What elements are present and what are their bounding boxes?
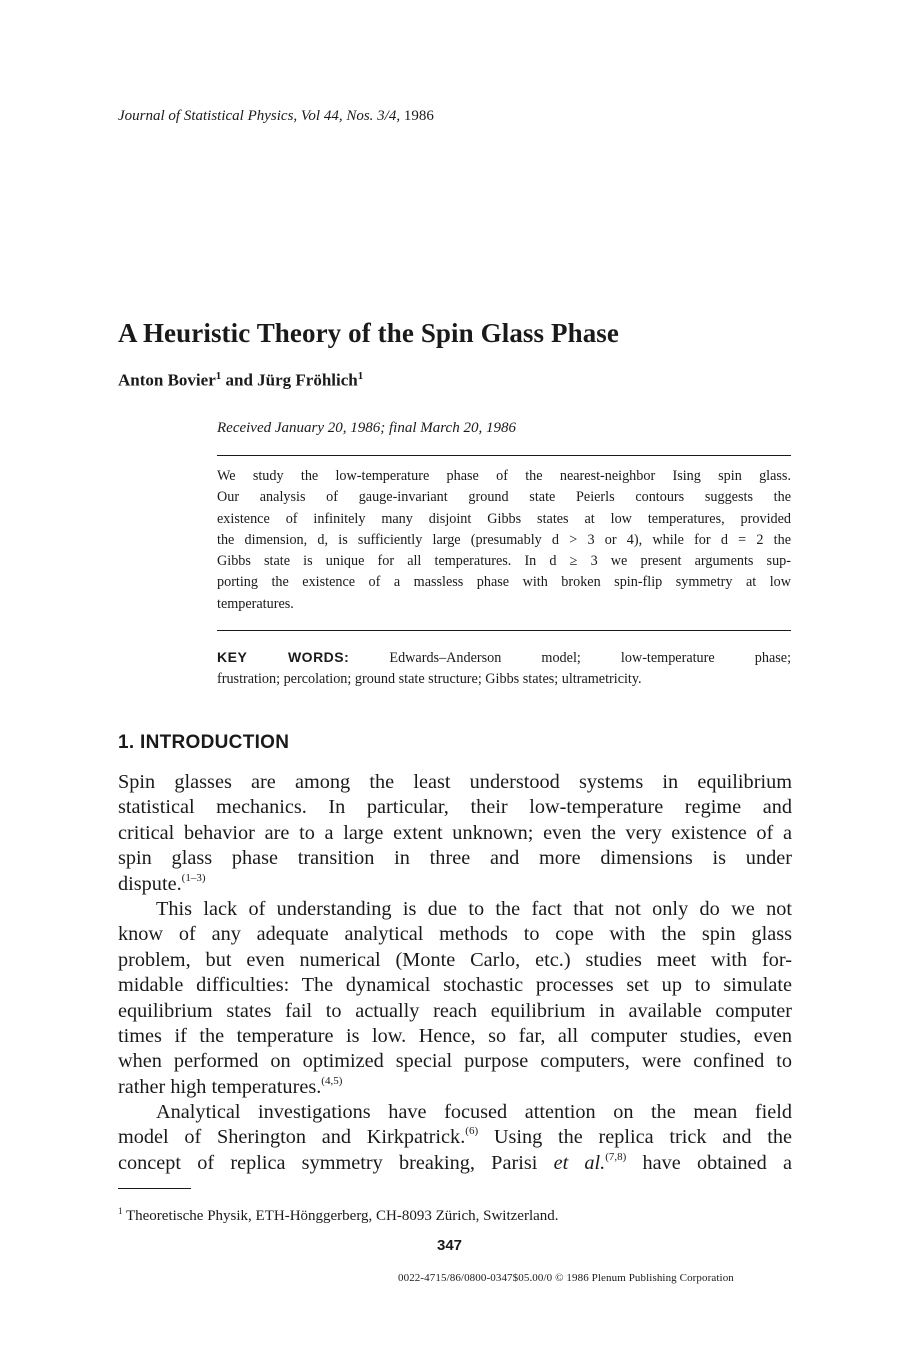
body-line: critical behavior are to a large extent unknown; even the very existence of a [118,821,792,844]
body-line: Spin glasses are among the least understood systems in equilibrium [118,771,792,793]
body-line: know of any adequate analytical methods to cope with the spin glass [118,923,792,946]
body-line: when performed on optimized special purpose computers, were confined to [118,1050,792,1073]
body-text-run: Using the replica trick and the [478,1126,792,1149]
keywords-line: frustration; percolation; ground state structure; Gibbs states; ultrametricity. [217,670,642,687]
paper-title: A Heuristic Theory of the Spin Glass Phase [118,318,619,348]
abstract-line: We study the low-temperature phase of the nearest-neighbor Ising spin glass. [217,468,791,484]
abstract-line: porting the existence of a massless phase with broken spin-flip symmetry at low [217,574,791,591]
journal-name: Journal of Statistical Physics, [118,108,298,124]
abstract [217,466,791,615]
body-line [118,872,792,897]
journal-issue: Nos. 3/4, [346,108,401,124]
keywords-line [217,647,791,669]
abstract-line: temperatures. [217,595,294,612]
body-line: statistical mechanics. In particular, their low-temperature regime and [118,796,792,819]
journal-volume: Vol 44, [300,108,343,124]
author-connector: and [221,370,258,390]
footnote-mark: 1 [118,1206,123,1216]
abstract-line: Gibbs state is unique for all temperatures. In d ≥ 3 we present arguments sup- [217,553,791,570]
keywords-text: Edwards–Anderson model; low-temperature phase; [389,650,792,666]
journal-year: 1986 [403,108,434,124]
received-dates: Received January 20, 1986; final March 20, 1986 [217,420,516,436]
section-heading: 1. INTRODUCTION [118,732,290,753]
body-line: midable difficulties: The dynamical stochastic processes set up to simulate [118,974,792,997]
citation-ref: (7,8) [605,1150,627,1163]
footnote-text: Theoretische Physik, ETH-Hönggerberg, CH-8093 Zürich, Switzerland. [122,1208,559,1224]
body-text-run: dispute. [118,872,182,895]
affiliation-mark: 1 [215,370,222,382]
author-name: Anton Bovier [118,370,216,390]
body-line: spin glass phase transition in three and more dimensions is under [118,847,792,870]
body-line [118,1125,792,1150]
abstract-top-rule [217,455,791,456]
citation-ref: (4,5) [321,1074,343,1087]
abstract-bottom-rule [217,630,791,631]
abstract-line: Our analysis of gauge-invariant ground state Peierls contours suggests the [217,489,791,506]
author-list [118,370,363,391]
body-text-run: model of Sherington and Kirkpatrick. [118,1126,466,1149]
abstract-line: existence of infinitely many disjoint Gibbs states at low temperatures, provided [217,510,791,527]
affiliation-mark: 1 [357,370,364,382]
author-name: Jürg Fröhlich [257,370,358,390]
body-line [118,1151,792,1176]
citation-ref: (6) [465,1125,479,1138]
body-line: This lack of understanding is due to the fact that not only do we not [156,897,792,920]
body-line: Analytical investigations have focused attention on the mean field [156,1101,792,1124]
body-text-run: concept of replica symmetry breaking, Parisi [118,1151,554,1174]
body-line: equilibrium states fail to actually reach equilibrium in available computer [118,999,792,1022]
footnote [118,1206,559,1225]
citation-ref: (1–3) [181,871,206,884]
copyright-line: 0022-4715/86/0800-0347$05.00/0 © 1986 Plenum Publishing Corporation [398,1272,734,1284]
keywords-block [217,647,791,690]
et-al-text: et al. [553,1151,606,1174]
journal-citation [118,108,434,125]
abstract-line: the dimension, d, is sufficiently large (presumably d > 3 or 4), while for d = 2 the [217,531,791,548]
body-line: times if the temperature is low. Hence, so far, all computer studies, even [118,1024,792,1047]
page-number: 347 [437,1237,463,1254]
body-line: problem, but even numerical (Monte Carlo, etc.) studies meet with for- [118,948,792,971]
body-text [118,770,792,1176]
keywords-label: KEY WORDS: [217,649,350,665]
body-line [118,1075,792,1100]
body-text-run: have obtained a [626,1151,792,1174]
footnote-rule [118,1188,191,1189]
body-text-run: rather high temperatures. [118,1075,322,1098]
